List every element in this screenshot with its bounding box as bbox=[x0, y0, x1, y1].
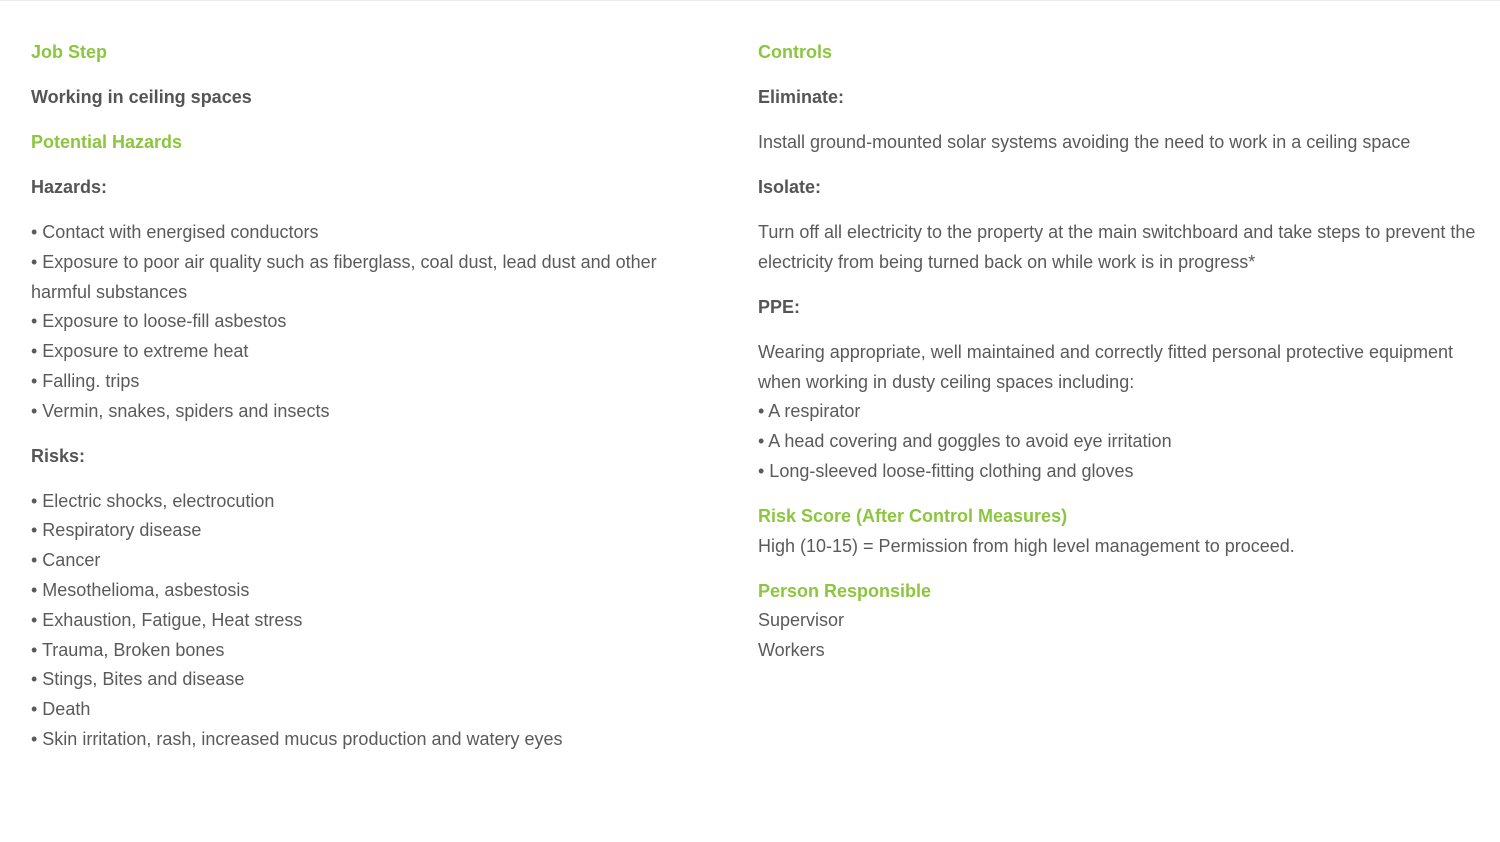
list-item: • A head covering and goggles to avoid eye irritation bbox=[758, 431, 1172, 452]
ppe-list bbox=[758, 397, 1488, 486]
ppe-text: Wearing appropriate, well maintained and correctly fitted personal protective equipment when working in dusty ceiling spaces including: bbox=[758, 341, 1454, 392]
list-item: • A respirator bbox=[758, 401, 861, 422]
list-item: • Exhaustion, Fatigue, Heat stress bbox=[31, 609, 303, 630]
list-item: • Cancer bbox=[31, 550, 101, 571]
top-divider bbox=[0, 0, 1500, 1]
risks-label: Risks: bbox=[31, 445, 86, 466]
list-item: • Skin irritation, rash, increased mucus production and watery eyes bbox=[31, 729, 563, 750]
list-item: • Respiratory disease bbox=[31, 520, 202, 541]
list-item: • Falling. trips bbox=[31, 370, 140, 391]
hazards-list bbox=[31, 218, 711, 427]
controls-heading: Controls bbox=[758, 42, 832, 62]
potential-hazards-heading: Potential Hazards bbox=[31, 131, 183, 152]
list-item: • Exposure to loose-fill asbestos bbox=[31, 311, 287, 332]
left-column bbox=[31, 38, 711, 770]
job-step-value: Working in ceiling spaces bbox=[31, 86, 252, 107]
risk-score-value: High (10-15) = Permission from high level management to proceed. bbox=[758, 535, 1295, 556]
risk-score-heading: Risk Score (After Control Measures) bbox=[758, 505, 1068, 526]
list-item: • Long-sleeved loose-fitting clothing and gloves bbox=[758, 460, 1134, 481]
person-responsible-list bbox=[758, 606, 1488, 666]
list-item: • Stings, Bites and disease bbox=[31, 669, 245, 690]
right-column bbox=[758, 38, 1488, 666]
eliminate-text: Install ground-mounted solar systems avoiding the need to work in a ceiling space bbox=[758, 131, 1411, 152]
list-item: • Trauma, Broken bones bbox=[31, 639, 225, 660]
list-item: • Exposure to extreme heat bbox=[31, 341, 249, 362]
list-item: • Contact with energised conductors bbox=[31, 221, 319, 242]
list-item: • Electric shocks, electrocution bbox=[31, 490, 275, 511]
isolate-label: Isolate: bbox=[758, 176, 822, 197]
ppe-label: PPE: bbox=[758, 296, 801, 317]
isolate-text: Turn off all electricity to the property at the main switchboard and take steps to prevent the electricity from being turned back on while work is in progress* bbox=[758, 221, 1476, 272]
eliminate-label: Eliminate: bbox=[758, 86, 845, 107]
list-item: • Exposure to poor air quality such as fiberglass, coal dust, lead dust and other harmful substances bbox=[31, 251, 657, 302]
risks-list bbox=[31, 487, 711, 755]
hazards-label: Hazards: bbox=[31, 176, 108, 197]
list-item: Supervisor bbox=[758, 610, 845, 631]
list-item: Workers bbox=[758, 640, 825, 661]
list-item: • Death bbox=[31, 699, 91, 720]
job-step-heading: Job Step bbox=[31, 42, 108, 62]
list-item: • Mesothelioma, asbestosis bbox=[31, 580, 250, 601]
person-responsible-heading: Person Responsible bbox=[758, 580, 932, 601]
list-item: • Vermin, snakes, spiders and insects bbox=[31, 400, 330, 421]
